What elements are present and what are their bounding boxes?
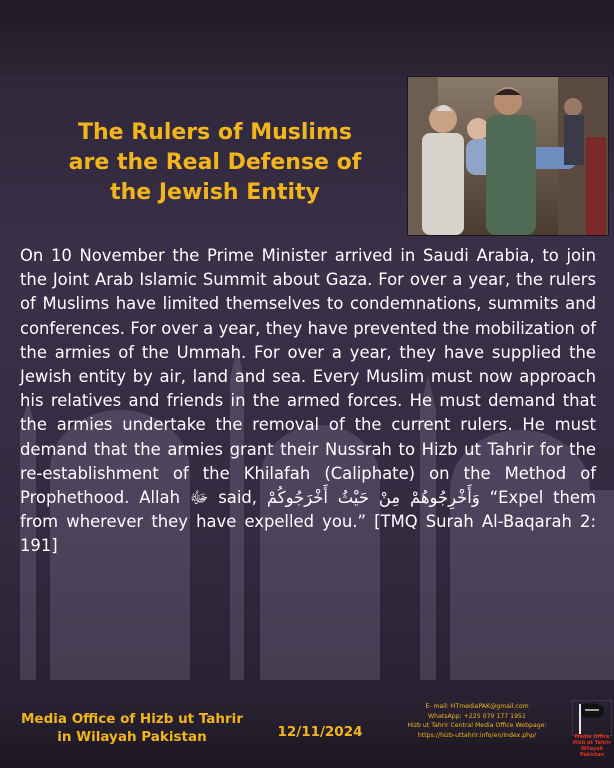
statement-body [20,244,596,559]
release-date: 12/11/2024 [277,724,363,740]
photo-illustration [408,77,608,235]
quran-verse-arabic: وَأَخْرِجُوهُمْ مِنْ حَيْثُ أَخْرَجُوكُمْ [266,488,480,508]
news-photo [407,76,609,236]
central-office-url: https://hizb-uttahrir.info/en/index.php/ [417,731,537,739]
header-band [0,0,614,74]
contact-whatsapp: WhatsApp: +225 070 177 1951 [428,712,526,720]
verse-translation: “Expel them from wherever they have expelled you.” [TMQ Surah Al-Baqarah 2: 191] [20,488,596,556]
contact-info [384,702,570,740]
statement-text: On 10 November the Prime Minister arrived in Saudi Arabia, to join the Joint Arab Islamic Summit about Gaza. For over a year, the rulers of Muslims have limited themselves to condemnations, summits and conferences. For over a year, they have prevented the mobilization of the armies of the Ummah. For over a year, they have supplied the Jewish entity by air, land and sea. Every Muslim must now approach his relatives and friends in the armed forces. He must demand that the armies undertake the removal of the current rulers. He must demand that the armies grant their Nussrah to Hizb ut Tahrir for the re-establishment of the Khilafah (Caliphate) on the Method of Prophethood. Allah ﷻ said, [20,246,596,508]
page-title: The Rulers of Muslims are the Real Defense of the Jewish Entity [68,120,362,205]
logo-caption: Media Office Hizb ut Tahrir Wilayah Pakistan [572,734,612,758]
central-office-label: Hizb ut Tahrir Central Media Office Webpage: [407,722,547,729]
organization-logo [572,700,612,764]
media-office-name: Media Office of Hizb ut Tahrir in Wilayah Pakistan [21,711,243,745]
flag-icon [572,700,612,736]
contact-email: E- mail: HTmediaPAK@gmail.com [425,703,529,710]
